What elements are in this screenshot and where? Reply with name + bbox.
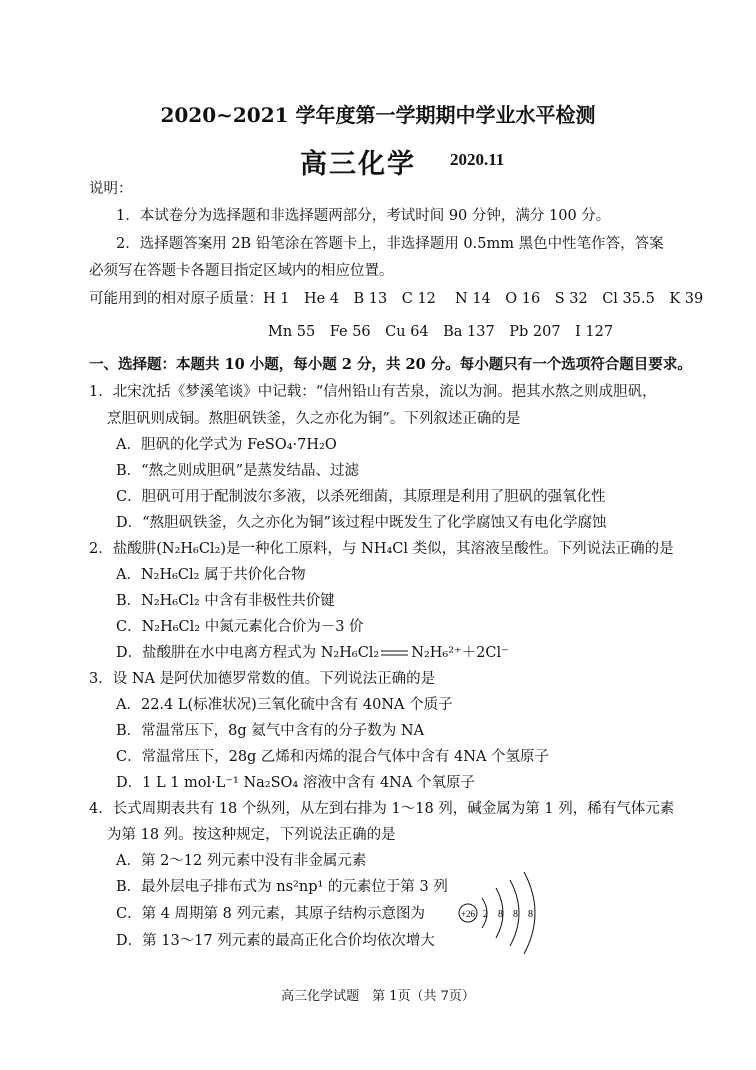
- q4-option-a: A．第 2～12 列元素中没有非金属元素: [116, 853, 367, 869]
- q4-option-b: B．最外层电子排布式为 ns²np¹ 的元素位于第 3 列: [116, 879, 448, 895]
- q4-stem-2: 为第 18 列。按这种规定，下列说法正确的是: [107, 827, 396, 843]
- atomic-masses-line-2: Mn 55 Fe 56 Cu 64 Ba 137 Pb 207 I 127: [268, 324, 614, 340]
- q2-option-b: B．N₂H₆Cl₂ 中含有非极性共价键: [116, 593, 335, 609]
- q1-option-b: B．“熬之则成胆矾”是蒸发结晶、过滤: [116, 463, 359, 479]
- q2-option-c: C．N₂H₆Cl₂ 中氮元素化合价为－3 价: [116, 619, 364, 635]
- atomic-structure-diagram: [452, 868, 562, 958]
- q3-option-b: B．常温常压下，8g 氦气中含有的分子数为 NA: [116, 723, 425, 739]
- atomic-masses-line-1: 可能用到的相对原子质量：H 1 He 4 B 13 C 12 N 14 O 16 S 32 Cl 35.5 K 39: [89, 291, 704, 307]
- note-item-2: 2．选择题答案用 2B 铅笔涂在答题卡上，非选择题用 0.5mm 黑色中性笔作答，答案: [116, 236, 664, 252]
- subject-title: 高三化学: [300, 149, 416, 180]
- shell-electrons-4: 8: [528, 909, 533, 920]
- q1-option-a: A．胆矾的化学式为 FeSO₄·7H₂O: [116, 437, 337, 453]
- equilibrium-arrow-icon: [380, 647, 410, 659]
- q4-option-c: C．第 4 周期第 8 列元素，其原子结构示意图为: [116, 906, 425, 922]
- shell-electrons-1: 2: [483, 909, 488, 920]
- q1-stem-2: 烹胆矾则成铜。熬胆矾铁釜，久之亦化为铜”。下列叙述正确的是: [107, 411, 521, 427]
- q2-option-a: A．N₂H₆Cl₂ 属于共价化合物: [116, 567, 306, 583]
- exam-date: 2020.11: [450, 150, 505, 169]
- exam-subtitle: [0, 142, 756, 180]
- q2-option-d-pre: D．盐酸肼在水中电离方程式为 N₂H₆Cl₂: [116, 645, 380, 661]
- nucleus-charge: +26: [460, 909, 476, 919]
- q3-option-c: C．常温常压下，28g 乙烯和丙烯的混合气体中含有 4NA 个氢原子: [116, 749, 550, 765]
- page-footer: 高三化学试题 第 1页（共 7页）: [281, 989, 475, 1004]
- section-heading: 一、选择题：本题共 10 小题，每小题 2 分，共 20 分。每小题只有一个选项符合题目要求。: [89, 356, 692, 373]
- exam-title: 2020~2021 学年度第一学期期中学业水平检测: [160, 103, 596, 127]
- q3-option-a: A．22.4 L(标准状况)三氧化硫中含有 40NA 个质子: [116, 697, 453, 713]
- q2-stem-1: 2．盐酸肼(N₂H₆Cl₂)是一种化工原料，与 NH₄Cl 类似，其溶液呈酸性。下列说法正确的是: [89, 541, 674, 557]
- q4-option-d: D．第 13～17 列元素的最高正化合价均依次增大: [116, 933, 435, 949]
- q2-option-d-post: N₂H₆²⁺＋2Cl⁻: [411, 645, 509, 661]
- q3-stem-1: 3．设 NA 是阿伏加德罗常数的值。下列说法正确的是: [89, 671, 436, 687]
- shell-electrons-3: 8: [513, 909, 518, 920]
- note-item-1: 1．本试卷分为选择题和非选择题两部分，考试时间 90 分钟，满分 100 分。: [116, 208, 611, 224]
- q2-option-d: [116, 644, 509, 662]
- q1-option-d: D．“熬胆矾铁釜，久之亦化为铜”该过程中既发生了化学腐蚀又有电化学腐蚀: [116, 515, 607, 531]
- q4-stem-1: 4．长式周期表共有 18 个纵列，从左到右排为 1～18 列，碱金属为第 1 列，稀有气体元素: [89, 801, 675, 817]
- notes-label: 说明：: [89, 181, 133, 197]
- q3-option-d: D．1 L 1 mol·L⁻¹ Na₂SO₄ 溶液中含有 4NA 个氧原子: [116, 775, 475, 791]
- q1-option-c: C．胆矾可用于配制波尔多液，以杀死细菌，其原理是利用了胆矾的强氧化性: [116, 489, 606, 505]
- note-item-2-cont: 必须写在答题卡各题目指定区域内的相应位置。: [89, 263, 394, 279]
- shell-electrons-2: 8: [498, 909, 503, 920]
- q1-stem-1: 1．北宋沈括《梦溪笔谈》中记载：“信州铅山有苦泉，流以为涧。挹其水熬之则成胆矾，: [89, 384, 657, 400]
